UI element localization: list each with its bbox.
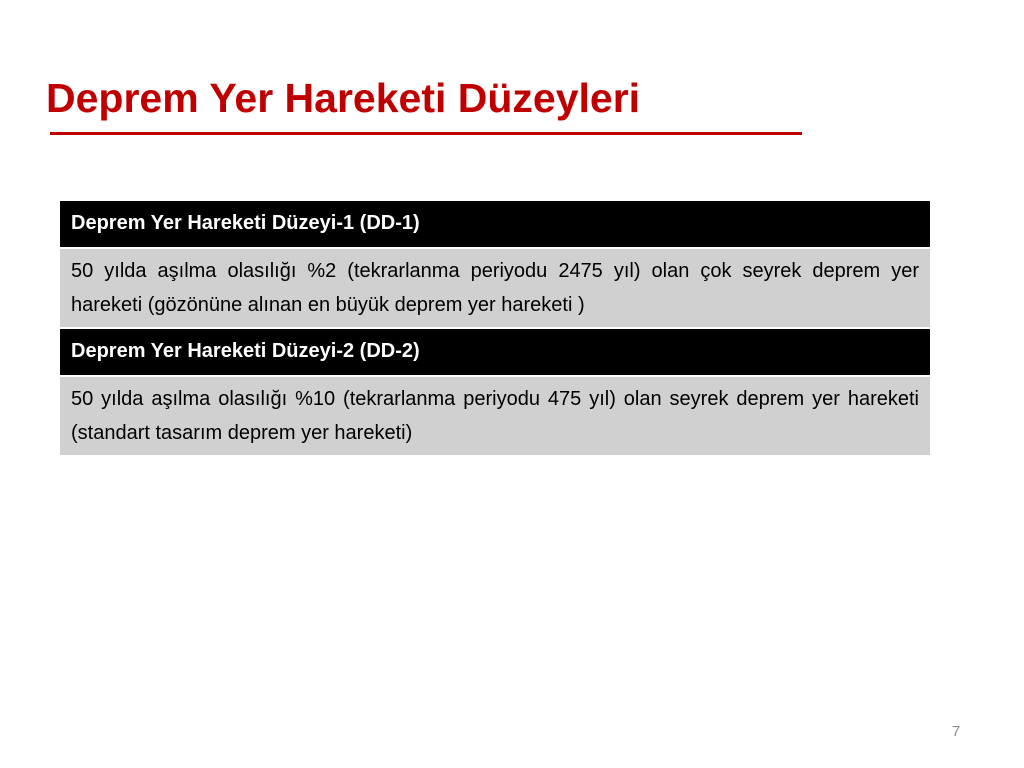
level-2-description: 50 yılda aşılma olasılığı %10 (tekrarlanma periyodu 475 yıl) olan seyrek deprem yer hareketi (standart tasarım deprem yer hareketi) <box>60 377 930 455</box>
ground-motion-levels-table <box>60 201 930 455</box>
title-underline <box>50 132 802 135</box>
level-1-description: 50 yılda aşılma olasılığı %2 (tekrarlanma periyodu 2475 yıl) olan çok seyrek deprem yer hareketi (gözönüne alınan en büyük deprem yer hareketi ) <box>60 249 930 327</box>
level-2-heading: Deprem Yer Hareketi Düzeyi-2 (DD-2) <box>60 329 930 375</box>
slide-title: Deprem Yer Hareketi Düzeyleri <box>46 75 641 121</box>
level-1-heading: Deprem Yer Hareketi Düzeyi-1 (DD-1) <box>60 201 930 247</box>
page-number: 7 <box>951 723 961 740</box>
